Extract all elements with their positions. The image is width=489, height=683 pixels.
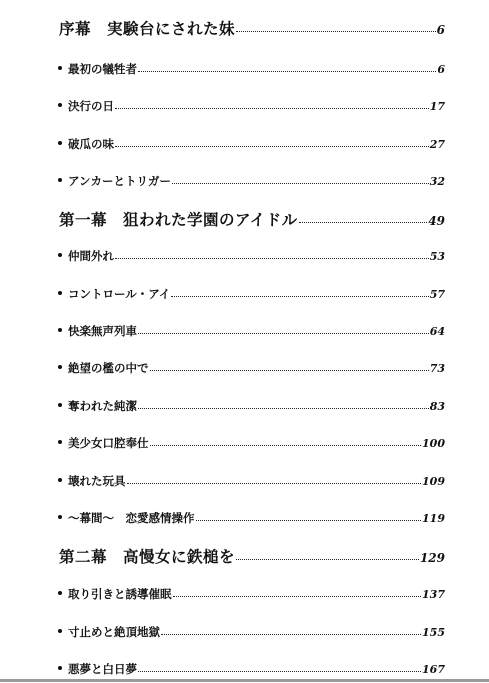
dot-leader: [173, 596, 422, 597]
bullet-icon: [58, 666, 62, 670]
page-number: 6: [436, 23, 445, 37]
dot-leader: [236, 31, 436, 32]
dot-leader: [161, 634, 421, 635]
toc-section[interactable]: [57, 433, 445, 449]
section-title: 破瓜の味: [68, 136, 114, 151]
toc-section[interactable]: [57, 246, 445, 262]
toc-section[interactable]: [57, 471, 445, 487]
page-number: 64: [429, 325, 445, 338]
toc-section[interactable]: [57, 508, 445, 524]
bullet-icon: [58, 515, 62, 519]
bullet-icon: [58, 403, 62, 407]
dot-leader: [196, 520, 422, 521]
page-number: 167: [422, 663, 445, 676]
page-number: 83: [429, 400, 445, 413]
page-bottom-rule: [0, 679, 489, 682]
page-number: 155: [422, 626, 445, 639]
section-title: 美少女口腔奉仕: [68, 435, 149, 450]
toc-section[interactable]: [57, 134, 445, 150]
dot-leader: [172, 183, 429, 184]
page-number: 137: [422, 588, 445, 601]
toc-chapter-prologue[interactable]: [59, 14, 445, 36]
dot-leader: [127, 483, 422, 484]
dot-leader: [138, 408, 429, 409]
dot-leader: [115, 258, 429, 259]
page-number: 27: [429, 138, 445, 151]
bullet-icon: [58, 365, 62, 369]
toc-section[interactable]: [57, 358, 445, 374]
page-number: 100: [422, 437, 445, 450]
section-title: 取り引きと誘導催眠: [68, 586, 172, 601]
section-title: 最初の犠牲者: [68, 61, 137, 76]
toc-chapter-act-two[interactable]: [59, 542, 445, 564]
toc-section[interactable]: [57, 59, 445, 75]
toc-section[interactable]: [57, 284, 445, 300]
bullet-icon: [58, 178, 62, 182]
dot-leader: [299, 222, 428, 223]
dot-leader: [115, 146, 429, 147]
page-number: 53: [429, 250, 445, 263]
page-number: 57: [429, 288, 445, 301]
dot-leader: [115, 108, 429, 109]
page-number: 109: [422, 475, 445, 488]
bullet-icon: [58, 440, 62, 444]
toc-chapter-act-one[interactable]: [59, 205, 445, 227]
dot-leader: [150, 445, 422, 446]
dot-leader: [138, 671, 421, 672]
toc-section[interactable]: [57, 321, 445, 337]
section-title: アンカーとトリガー: [68, 173, 171, 188]
bullet-icon: [58, 66, 62, 70]
toc-section[interactable]: [57, 396, 445, 412]
bullet-icon: [58, 291, 62, 295]
section-title: 壊れた玩具: [68, 473, 126, 488]
dot-leader: [236, 559, 419, 560]
bullet-icon: [58, 141, 62, 145]
bullet-icon: [58, 103, 62, 107]
dot-leader: [150, 370, 429, 371]
page-number: 119: [422, 512, 445, 525]
bullet-icon: [58, 328, 62, 332]
section-title: コントロール・アイ: [68, 286, 171, 301]
chapter-title: 第一幕 狙われた学園のアイドル: [59, 209, 298, 229]
dot-leader: [171, 296, 428, 297]
page-number: 129: [419, 551, 445, 565]
toc-section[interactable]: [57, 659, 445, 675]
bullet-icon: [58, 478, 62, 482]
section-title: 仲間外れ: [68, 248, 114, 263]
bullet-icon: [58, 253, 62, 257]
section-title: 決行の日: [68, 98, 114, 113]
section-title: 快楽無声列車: [68, 323, 137, 338]
page-number: 32: [429, 175, 445, 188]
toc-section[interactable]: [57, 584, 445, 600]
toc-section[interactable]: [57, 171, 445, 187]
dot-leader: [138, 333, 429, 334]
section-title: 寸止めと絶頂地獄: [68, 624, 160, 639]
section-title: ～幕間～ 恋愛感情操作: [68, 510, 195, 525]
page-number: 17: [429, 100, 445, 113]
page-number: 49: [428, 214, 445, 228]
bullet-icon: [58, 591, 62, 595]
page-number: 6: [437, 63, 445, 76]
section-title: 悪夢と白日夢: [68, 661, 137, 676]
bullet-icon: [58, 629, 62, 633]
chapter-title: 序幕 実験台にされた妹: [59, 18, 236, 38]
section-title: 絶望の檻の中で: [68, 360, 149, 375]
dot-leader: [138, 71, 436, 72]
page-number: 73: [429, 362, 445, 375]
section-title: 奪われた純潔: [68, 398, 137, 413]
toc-section[interactable]: [57, 622, 445, 638]
toc-section[interactable]: [57, 96, 445, 112]
chapter-title: 第二幕 高慢女に鉄槌を: [59, 546, 236, 566]
